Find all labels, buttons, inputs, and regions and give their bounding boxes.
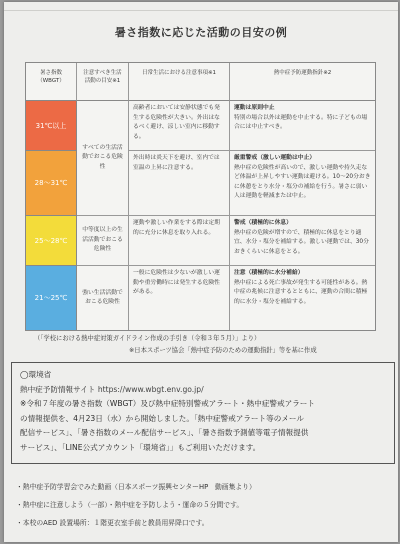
note-video: ・熱中症予防学習会でみた動画（日本スポーツ振興センターHP 動画集より） — [16, 483, 256, 491]
page-top-edge — [4, 2, 398, 11]
header-wbgt-line1: 暑さ指数 — [39, 70, 62, 76]
site-line — [20, 383, 386, 398]
header-daily — [129, 63, 230, 101]
guideline-4-body: 熱中症による死亡事故が発生する可能性がある。熱中症の兆候に注意するとともに、運動の合間に積極的に水分・塩分を補給する。 — [234, 279, 368, 305]
guideline-1-body: 特別の場合以外は運動を中止する。特に子どもの場合には中止すべき。 — [234, 114, 368, 130]
guideline-3-body: 熱中症の危険が増すので、積極的に休息をとり適宜、水分・塩分を補給する。激しい運動では、30分おきくらいに休息をとる。 — [234, 229, 369, 255]
box-line-3: 配信サービス」、「暑さ指数のメール配信サービス」、「暑さ指数予測値等電子情報提供 — [20, 428, 309, 437]
guideline-4 — [230, 266, 375, 330]
box-line-1: ※令和７年度の暑さ指数（WBGT）及び熱中症特別警戒アラート・熱中症警戒アラート — [20, 399, 315, 408]
header-daily-text: 日常生活における注意事項※1 — [141, 70, 217, 76]
header-activity-line2: 活動の目安※1 — [84, 78, 121, 84]
guideline-2-head: 厳重警戒（激しい運動は中止） — [234, 155, 316, 161]
header-wbgt — [26, 63, 77, 101]
activity-moderate: 中等度以上の生活活動でおこる危険性 — [77, 216, 129, 266]
daily-note-1: 高齢者においては安静状態でも発生する危険性が大きい。外出はなるべく避け、涼しい室内に移動する。 — [129, 101, 230, 151]
box-line-2: の情報提供を、4月23日（水）から開始しました。「熱中症警戒アラート等のメール — [20, 413, 304, 423]
source-citation: （「学校における熱中症対策ガイドライン作成の手引き（令和３年５月）」より） — [34, 335, 261, 342]
activity-guideline-table — [25, 62, 376, 331]
box-heading: ◯環境省 — [20, 370, 52, 379]
document-page — [4, 2, 398, 542]
source-note: ※日本スポーツ協会「熱中症予防のための運動指針」等を基に作成 — [129, 347, 317, 354]
guideline-2 — [230, 151, 375, 216]
header-activity-line1: 注意すべき生活 — [83, 70, 122, 76]
daily-note-2: 外出時は炎天下を避け、室内では室温の上昇に注意する。 — [129, 151, 230, 216]
guideline-1-head: 運動は原則中止 — [234, 105, 275, 111]
guideline-1 — [230, 101, 375, 151]
site-url-link[interactable]: https://www.wbgt.env.go.jp/ — [97, 384, 204, 394]
ministry-info-box — [11, 362, 395, 464]
daily-note-3: 運動や激しい作業をする際は定期的に充分に休息を取り入れる。 — [129, 216, 230, 266]
box-line-4: サービス」、「LINE公式アカウント「環境省」」もご利用いただけます。 — [20, 442, 261, 452]
activity-all: すべての生活活動でおこる危険性 — [77, 101, 129, 216]
header-guideline-text: 熱中症予防運動指針※2 — [273, 70, 332, 76]
guideline-3-head: 警戒（積極的に休息） — [234, 220, 292, 226]
level-28-31: 28～31℃ — [26, 151, 77, 216]
site-label: 熱中症予防情報サイト — [20, 384, 96, 394]
header-activity — [77, 63, 129, 101]
guideline-4-head: 注意（積極的に水分補給） — [234, 270, 304, 276]
note-topics: ・熱中症に注意しよう（一部）・熱中症を予防しよう・運命の５分間です。 — [16, 501, 244, 509]
header-wbgt-line2: （WBGT） — [37, 78, 65, 84]
level-21-25: 21～25℃ — [26, 266, 77, 330]
activity-strong: 強い生活活動でおこる危険性 — [77, 266, 129, 330]
guideline-2-body: 熱中症の危険性が高いので、激しい運動や持久走など体温が上昇しやすい運動は避ける。10～20分おきに休憩をとり水分・塩分の補給を行う。暑さに弱い人は運動を軽減または中止。 — [234, 164, 371, 199]
guideline-3 — [230, 216, 375, 266]
daily-note-4: 一般に危険性は少ないが激しい運動や重労働時には発生する危険性がある。 — [129, 266, 230, 330]
page-title: 暑さ指数に応じた活動の目安の例 — [114, 26, 288, 39]
note-aed-location: ・本校のAED 設置場所：１階更衣室手前と教員用昇降口です。 — [16, 519, 209, 527]
level-31-above: 31℃以上 — [26, 101, 77, 151]
level-25-28: 25～28℃ — [26, 216, 77, 266]
header-guideline — [230, 63, 375, 101]
